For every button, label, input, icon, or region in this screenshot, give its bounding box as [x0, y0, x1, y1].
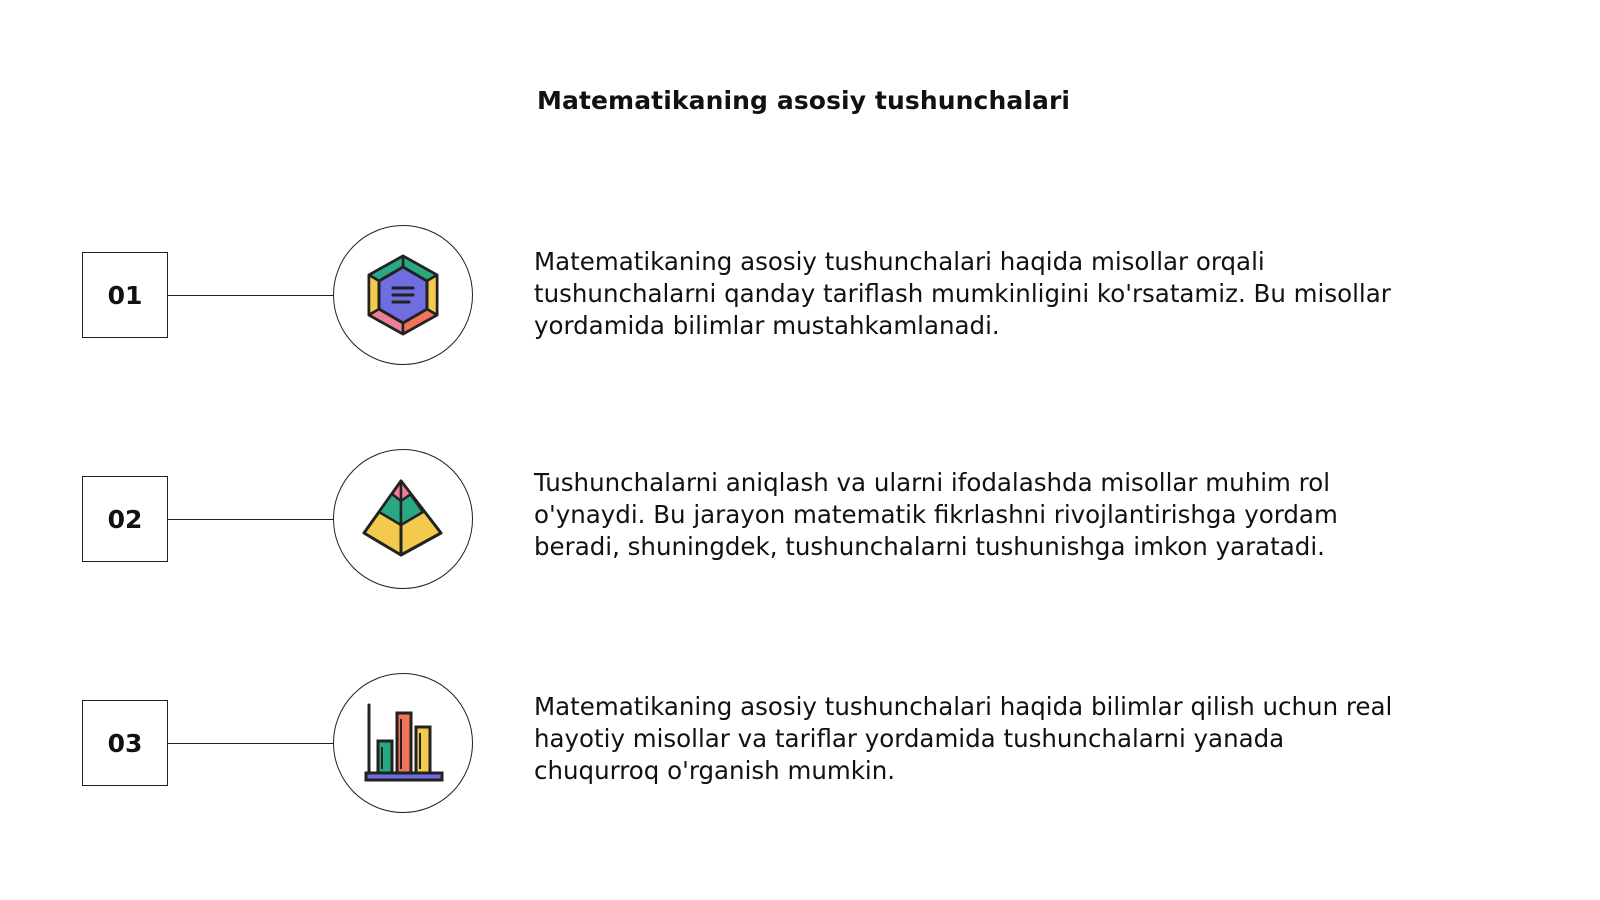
description-line: Matematikaning asosiy tushunchalari haqida bilimlar qilish uchun real [534, 692, 1393, 721]
connector-line [168, 519, 334, 520]
item-number-box [82, 700, 168, 786]
item-description [534, 467, 1494, 563]
bar-chart-icon [361, 701, 445, 785]
list-item [0, 673, 1600, 813]
list-item [0, 225, 1600, 365]
description-line: Matematikaning asosiy tushunchalari haqida misollar orqali [534, 247, 1265, 276]
connector-line [168, 743, 334, 744]
item-description [534, 691, 1494, 787]
description-line: o'ynaydi. Bu jarayon matematik fikrlashni rivojlantirishga yordam [534, 500, 1338, 529]
page-title: Matematikaning asosiy tushunchalari [537, 86, 1071, 115]
icon-circle [333, 449, 473, 589]
pyramid-icon [361, 477, 445, 561]
description-line: chuqurroq o'rganish mumkin. [534, 756, 896, 785]
item-number: 03 [107, 728, 143, 758]
description-line: tushunchalarni qanday tariflash mumkinligini ko'rsatamiz. Bu misollar [534, 279, 1391, 308]
icon-circle [333, 225, 473, 365]
description-line: beradi, shuningdek, tushunchalarni tushunishga imkon yaratadi. [534, 532, 1325, 561]
item-number-box [82, 476, 168, 562]
description-line: yordamida bilimlar mustahkamlanadi. [534, 311, 1000, 340]
item-description [534, 246, 1494, 342]
description-line: Tushunchalarni aniqlash va ularni ifodalashda misollar muhim rol [534, 468, 1331, 497]
item-number: 02 [107, 504, 143, 534]
description-line: hayotiy misollar va tariflar yordamida tushunchalarni yanada [534, 724, 1285, 753]
item-number-box [82, 252, 168, 338]
icon-circle [333, 673, 473, 813]
connector-line [168, 295, 334, 296]
item-number: 01 [107, 280, 143, 310]
list-item [0, 449, 1600, 589]
hexagon-list-icon [365, 253, 441, 337]
